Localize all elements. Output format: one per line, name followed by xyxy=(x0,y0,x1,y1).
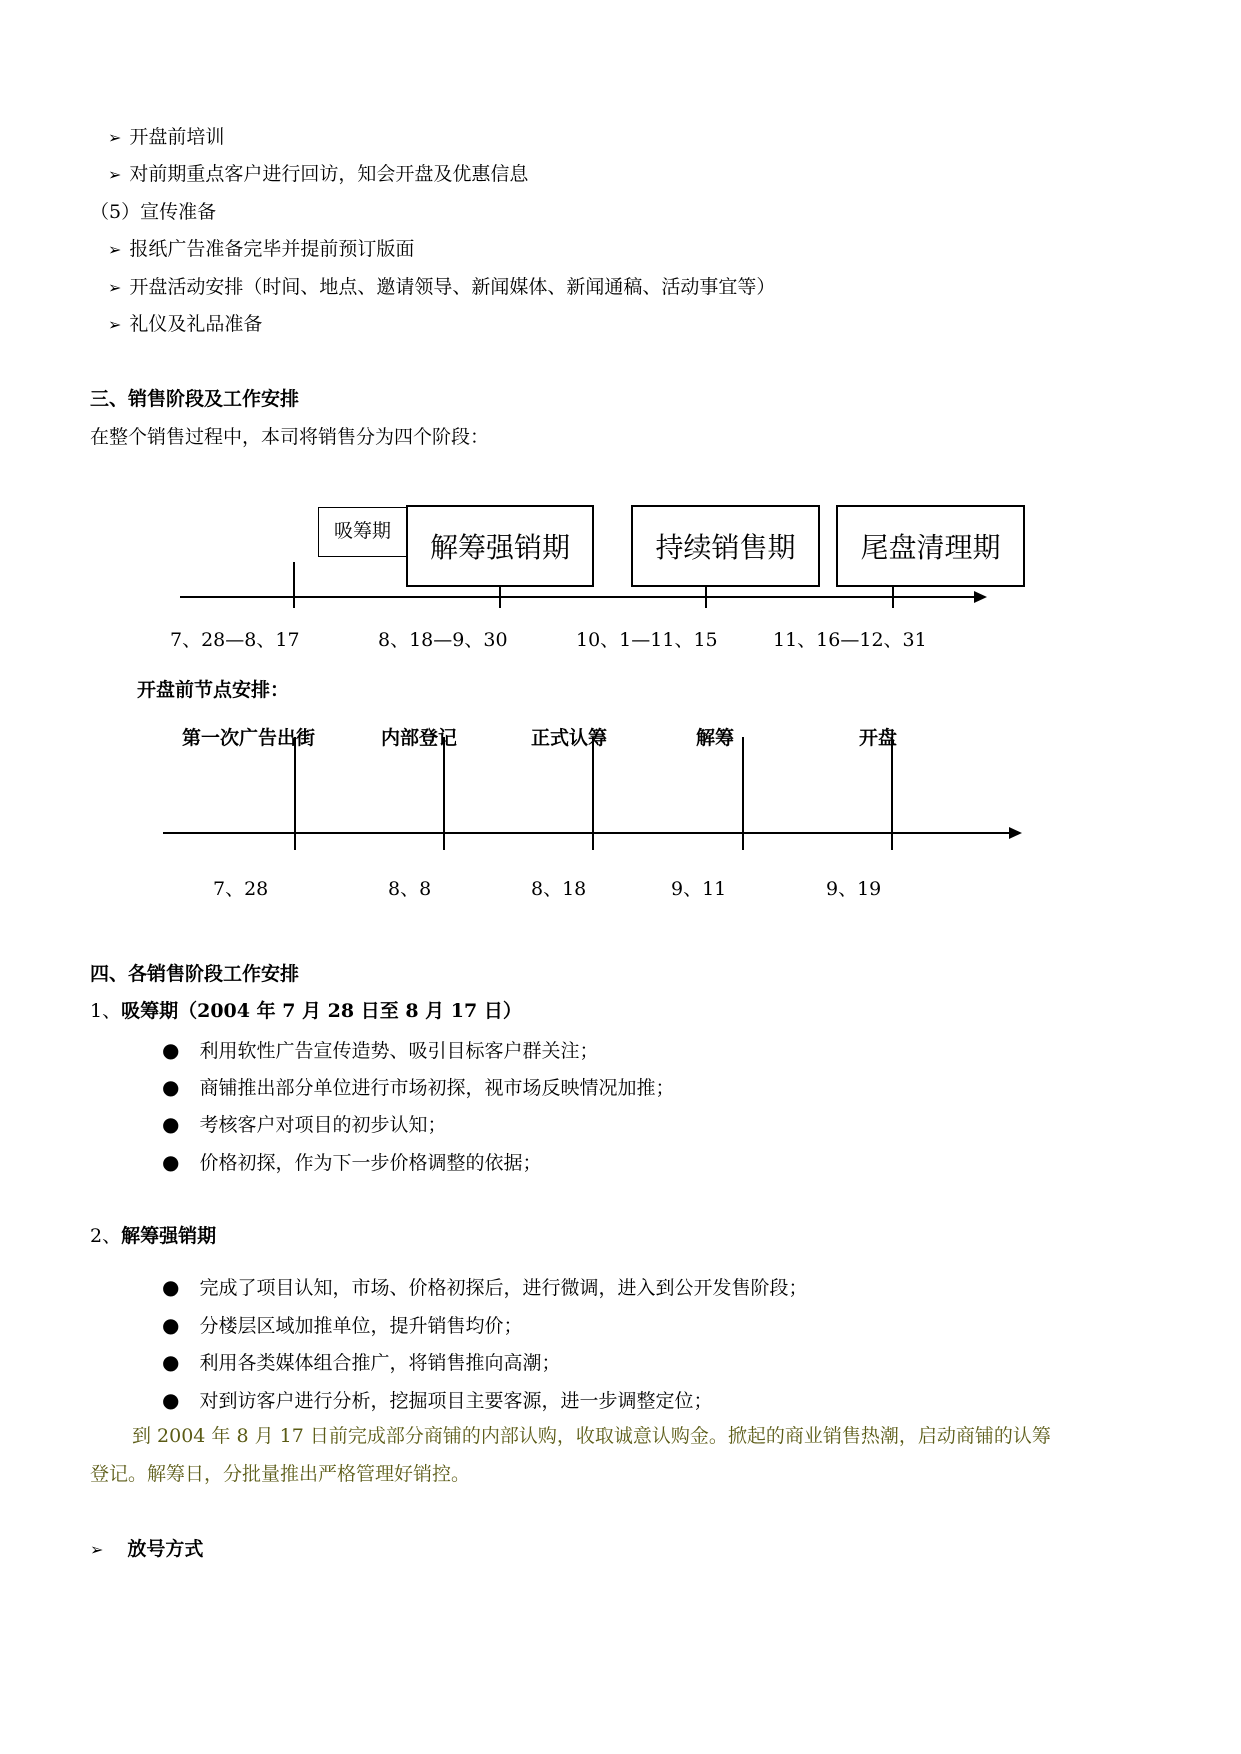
node-label: 解筹 xyxy=(696,727,735,749)
stage-box: 吸筹期 xyxy=(318,507,407,557)
publicity-heading: （5）宣传准备 xyxy=(90,201,217,223)
triangle-arrow-icon: ➢ xyxy=(108,278,122,297)
sub2-item: ● 完成了项目认知，市场、价格初探后，进行微调，进入到公开发售阶段； xyxy=(162,1275,808,1299)
sub1-item: ● 商铺推出部分单位进行市场初探，视市场反映情况加推； xyxy=(162,1075,675,1099)
sub1-item: ● 考核客户对项目的初步认知； xyxy=(162,1112,447,1136)
triangle-arrow-icon: ➢ xyxy=(108,315,122,334)
publicity-item: ➢ 报纸广告准备完毕并提前预订版面 xyxy=(108,238,415,260)
publicity-item: ➢ 开盘活动安排（时间、地点、邀请领导、新闻媒体、新闻通稿、活动事宜等） xyxy=(108,276,776,298)
stage-date: 7、28—8、17 xyxy=(170,629,300,651)
triangle-arrow-icon: ➢ xyxy=(108,128,122,147)
publicity-item: ➢ 礼仪及礼品准备 xyxy=(108,313,263,335)
node-date: 7、28 xyxy=(213,878,269,900)
node-label: 开盘 xyxy=(859,727,898,749)
axis-arrowhead-icon xyxy=(1009,827,1022,839)
node-date: 9、11 xyxy=(671,878,727,900)
triangle-arrow-icon: ➢ xyxy=(108,240,122,259)
node-date: 8、18 xyxy=(531,878,587,900)
sub2-item: ● 分楼层区域加推单位，提升销售均价； xyxy=(162,1313,523,1337)
filled-circle-icon: ● xyxy=(162,1112,180,1136)
summary-paragraph-line1: 到 2004 年 8 月 17 日前完成部分商铺的内部认购，收取诚意认购金。掀起的商业销售热潮，启动商铺的认筹 xyxy=(132,1425,1051,1447)
stage-date: 11、16—12、31 xyxy=(773,629,927,651)
nodes-title: 开盘前节点安排： xyxy=(137,679,290,701)
sub1-item: ● 价格初探，作为下一步价格调整的依据； xyxy=(162,1150,542,1174)
triangle-arrow-icon: ➢ xyxy=(108,165,122,184)
opening-prep-item: ➢ 开盘前培训 xyxy=(108,126,225,148)
stage-date: 8、18—9、30 xyxy=(378,629,508,651)
sub2-heading: 2、解筹强销期 xyxy=(90,1225,217,1247)
node-date: 8、8 xyxy=(388,878,432,900)
filled-circle-icon: ● xyxy=(162,1275,180,1299)
sub2-item: ● 对到访客户进行分析，挖掘项目主要客源，进一步调整定位； xyxy=(162,1388,713,1412)
opening-prep-item: ➢ 对前期重点客户进行回访，知会开盘及优惠信息 xyxy=(108,163,529,185)
filled-circle-icon: ● xyxy=(162,1038,180,1062)
filled-circle-icon: ● xyxy=(162,1350,180,1374)
section4-title: 四、各销售阶段工作安排 xyxy=(90,963,300,985)
release-method-heading: ➢ 放号方式 xyxy=(90,1538,204,1560)
filled-circle-icon: ● xyxy=(162,1313,180,1337)
stage-date: 10、1—11、15 xyxy=(576,629,718,651)
summary-paragraph-line2: 登记。解筹日，分批量推出严格管理好销控。 xyxy=(90,1463,471,1485)
section3-title: 三、销售阶段及工作安排 xyxy=(90,388,300,410)
node-label: 正式认筹 xyxy=(531,727,608,749)
sub1-item: ● 利用软性广告宣传造势、吸引目标客户群关注； xyxy=(162,1038,599,1062)
node-label: 第一次广告出街 xyxy=(182,727,316,749)
filled-circle-icon: ● xyxy=(162,1150,180,1174)
stage-box: 持续销售期 xyxy=(631,505,820,587)
node-label: 内部登记 xyxy=(381,727,458,749)
triangle-arrow-icon: ➢ xyxy=(90,1540,104,1559)
filled-circle-icon: ● xyxy=(162,1388,180,1412)
sub2-item: ● 利用各类媒体组合推广，将销售推向高潮； xyxy=(162,1350,561,1374)
sub1-heading: 1、吸筹期（2004 年 7 月 28 日至 8 月 17 日） xyxy=(90,1000,522,1022)
filled-circle-icon: ● xyxy=(162,1075,180,1099)
node-date: 9、19 xyxy=(826,878,882,900)
stage-box: 尾盘清理期 xyxy=(836,505,1025,587)
section3-intro: 在整个销售过程中，本司将销售分为四个阶段： xyxy=(90,426,490,448)
stage-box: 解筹强销期 xyxy=(406,505,594,587)
